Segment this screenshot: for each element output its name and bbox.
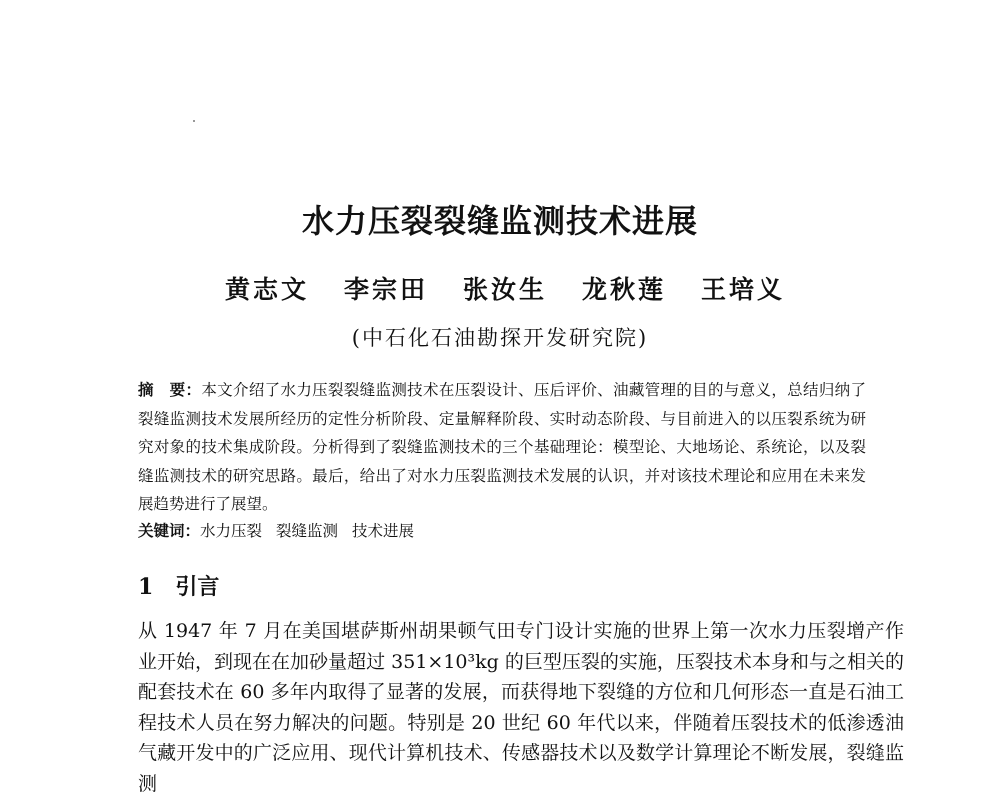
author-name: 龙秋莲 xyxy=(581,275,666,304)
keyword: 技术进展 xyxy=(352,522,415,540)
keywords xyxy=(138,519,866,541)
section-heading xyxy=(138,570,219,601)
body-text xyxy=(138,616,904,799)
section-number: 1 xyxy=(138,574,154,600)
author-name: 张汝生 xyxy=(462,275,547,304)
paper-title: 水力压裂裂缝监测技术进展 xyxy=(301,202,698,240)
affiliation: (中石化石油勘探开发研究院) xyxy=(351,326,649,350)
keywords-label: 关键词： xyxy=(138,522,201,540)
author-name: 黄志文 xyxy=(225,275,310,304)
abstract-label: 摘 要： xyxy=(138,381,202,399)
author-name: 王培义 xyxy=(700,275,785,304)
abstract xyxy=(138,376,866,519)
section-title: 引言 xyxy=(175,574,220,600)
keyword: 水力压裂 xyxy=(200,522,263,540)
keyword: 裂缝监测 xyxy=(276,522,339,540)
author-list xyxy=(225,270,785,306)
author-name: 李宗田 xyxy=(343,275,428,304)
abstract-text: 本文介绍了水力压裂裂缝监测技术在压裂设计、压后评价、油藏管理的目的与意义，总结归纳了裂缝监测技术发展所经历的定性分析阶段、定量解释阶段、实时动态阶段、与目前进入的以压裂系统为研究对象的技术集成阶段。分析得到了裂缝监测技术的三个基础理论：模型论、大地场论、系统论，以及裂缝监测技术的研究思路。最后，给出了对水力压裂监测技术发展的认识，并对该技术理论和应用在未来发展趋势进行了展望。 xyxy=(138,381,866,513)
scan-speck xyxy=(193,120,195,122)
body-paragraph: 从 1947 年 7 月在美国堪萨斯州胡果顿气田专门设计实施的世界上第一次水力压裂增产作业开始，到现在在加砂量超过 351×10³kg 的巨型压裂的实施，压裂技术本身和与之相关的配套技术在 60 多年内取得了显著的发展，而获得地下裂缝的方位和几何形态一直是石油工程技术人员在努力解决的问题。特别是 20 世纪 60 年代以来，伴随着压裂技术的低渗透油气藏开发中的广泛应用、现代计算机技术、传感器技术以及数学计算理论不断发展，裂缝监测 xyxy=(138,620,904,795)
